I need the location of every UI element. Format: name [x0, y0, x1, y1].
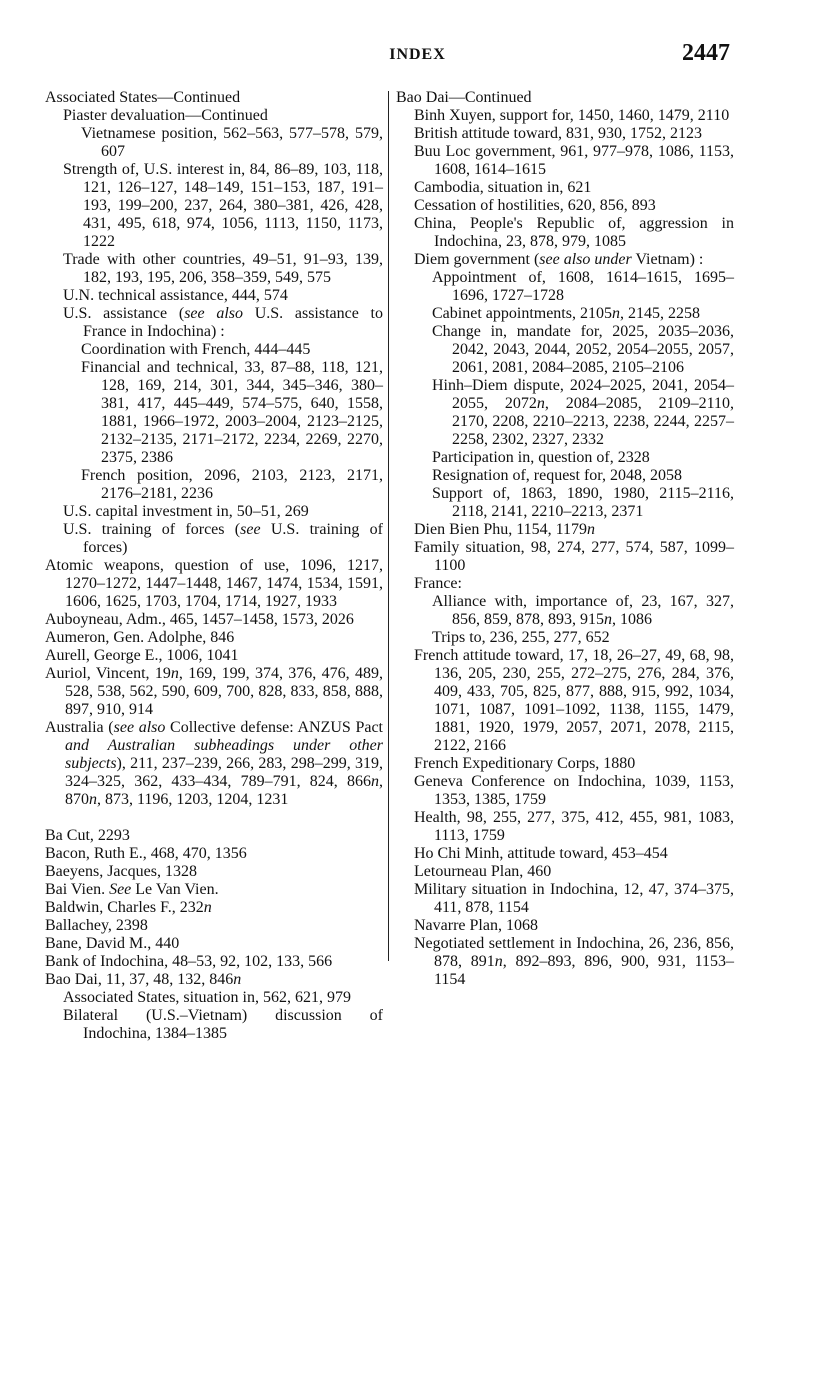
index-subentry: U.S. training of forces (see U.S. training of forces)	[63, 521, 384, 556]
index-subentry: Diem government (see also under Vietnam) :	[414, 251, 704, 268]
index-subentry: France:	[414, 575, 462, 592]
index-subentry: Cambodia, situation in, 621	[414, 179, 592, 196]
index-subentry: Trade with other countries, 49–51, 91–93, 139, 182, 193, 195, 206, 358–359, 549, 575	[63, 251, 383, 286]
index-entry: Bank of Indochina, 48–53, 92, 102, 133, 566	[45, 953, 333, 970]
index-subentry: Change in, mandate for, 2025, 2035–2036, 2042, 2043, 2044, 2052, 2054–2055, 2057, 2061, 2081, 2084–2085, 2105–2106	[432, 323, 734, 376]
index-subentry: French attitude toward, 17, 18, 26–27, 49, 68, 98, 136, 205, 230, 255, 272–275, 276, 284, 376, 409, 433, 705, 825, 877, 888, 915, 992, 1034, 1071, 1087, 1091–1092, 1138, 1155, 1479, 1881, 1920, 1979, 2057, 2071, 2078, 2115, 2122, 2166	[414, 647, 734, 754]
index-subentry: Alliance with, importance of, 23, 167, 327, 856, 859, 878, 893, 915n, 1086	[432, 593, 734, 628]
index-subentry: Binh Xuyen, support for, 1450, 1460, 1479, 2110	[414, 107, 730, 124]
index-entry: Aumeron, Gen. Adolphe, 846	[45, 629, 235, 646]
index-subentry: Family situation, 98, 274, 277, 574, 587, 1099–1100	[414, 539, 734, 574]
index-column-right	[396, 89, 734, 989]
page-number: 2447	[682, 40, 730, 66]
index-subentry: Financial and technical, 33, 87–88, 118, 121, 128, 169, 214, 301, 344, 345–346, 380–381, 417, 445–449, 574–575, 640, 1558, 1881, 1966–1972, 2003–2004, 2123–2125, 2132–2135, 2171–2172, 2234, 2269, 2270, 2375, 2386	[81, 359, 383, 466]
index-subentry: Coordination with French, 444–445	[81, 341, 311, 358]
index-subentry: China, People's Republic of, aggression in Indochina, 23, 878, 979, 1085	[414, 215, 734, 250]
index-entry: Auriol, Vincent, 19n, 169, 199, 374, 376, 476, 489, 528, 538, 562, 590, 609, 700, 828, 833, 858, 888, 897, 910, 914	[45, 665, 384, 718]
index-subentry: Negotiated settlement in Indochina, 26, 236, 856, 878, 891n, 892–893, 896, 900, 931, 1153–1154	[414, 935, 734, 988]
index-subentry: Associated States, situation in, 562, 621, 979	[63, 989, 351, 1006]
index-entry: Baldwin, Charles F., 232n	[45, 899, 212, 916]
page-header	[0, 40, 835, 80]
index-subentry: Resignation of, request for, 2048, 2058	[432, 467, 682, 484]
index-subentry: French Expeditionary Corps, 1880	[414, 755, 636, 772]
index-subentry: Support of, 1863, 1890, 1980, 2115–2116, 2118, 2141, 2210–2213, 2371	[432, 485, 734, 520]
index-subentry: British attitude toward, 831, 930, 1752, 2123	[414, 125, 702, 142]
index-subentry: Trips to, 236, 255, 277, 652	[432, 629, 610, 646]
index-entry: Bao Dai, 11, 37, 48, 132, 846n	[45, 971, 242, 988]
index-entry: Aurell, George E., 1006, 1041	[45, 647, 239, 664]
index-subentry: French position, 2096, 2103, 2123, 2171, 2176–2181, 2236	[81, 467, 383, 502]
index-subentry: Hinh–Diem dispute, 2024–2025, 2041, 2054–2055, 2072n, 2084–2085, 2109–2110, 2170, 2208, 2210–2213, 2238, 2244, 2257–2258, 2302, 2327, 2332	[432, 377, 735, 448]
index-entry: Ballachey, 2398	[45, 917, 148, 934]
index-entry: Bacon, Ruth E., 468, 470, 1356	[45, 845, 247, 862]
index-subentry: Bilateral (U.S.–Vietnam) discussion of Indochina, 1384–1385	[63, 1007, 383, 1042]
index-subentry: Health, 98, 255, 277, 375, 412, 455, 981, 1083, 1113, 1759	[414, 809, 734, 844]
index-subentry: Appointment of, 1608, 1614–1615, 1695–1696, 1727–1728	[432, 269, 734, 304]
index-entry: Bai Vien. See Le Van Vien.	[45, 881, 219, 898]
index-entry: Associated States—Continued	[45, 89, 241, 106]
index-subentry: Letourneau Plan, 460	[414, 863, 552, 880]
index-entry: Ba Cut, 2293	[45, 827, 130, 844]
index-subentry: Geneva Conference on Indochina, 1039, 1153, 1353, 1385, 1759	[414, 773, 734, 808]
index-subentry: U.N. technical assistance, 444, 574	[63, 287, 288, 304]
index-entry: Bao Dai—Continued	[396, 89, 532, 106]
index-subentry: Participation in, question of, 2328	[432, 449, 650, 466]
index-subentry: Navarre Plan, 1068	[414, 917, 538, 934]
index-entry: Bane, David M., 440	[45, 935, 180, 952]
index-entry: Auboyneau, Adm., 465, 1457–1458, 1573, 2026	[45, 611, 354, 628]
index-subentry: U.S. assistance (see also U.S. assistance to France in Indochina) :	[63, 305, 384, 340]
index-subentry: Strength of, U.S. interest in, 84, 86–89, 103, 118, 121, 126–127, 148–149, 151–153, 187, 191–193, 199–200, 237, 264, 380–381, 426, 428, 431, 495, 618, 974, 1056, 1113, 1150, 1173, 1222	[63, 161, 383, 250]
column-divider	[388, 91, 389, 961]
index-entry: Atomic weapons, question of use, 1096, 1217, 1270–1272, 1447–1448, 1467, 1474, 1534, 1591, 1606, 1625, 1703, 1704, 1714, 1927, 1933	[45, 557, 383, 610]
index-entry: Australia (see also Collective defense: ANZUS Pact and Australian subheadings under other subjects), 211, 237–239, 266, 283, 298–299, 319, 324–325, 362, 433–434, 789–791, 824, 866n, 870n, 873, 1196, 1203, 1204, 1231	[45, 719, 383, 808]
index-subentry: Piaster devaluation—Continued	[63, 107, 268, 124]
index-entry: Baeyens, Jacques, 1328	[45, 863, 197, 880]
index-subentry: Dien Bien Phu, 1154, 1179n	[414, 521, 596, 538]
index-subentry: Military situation in Indochina, 12, 47, 374–375, 411, 878, 1154	[414, 881, 734, 916]
index-column-left	[45, 89, 383, 1043]
index-subentry: U.S. capital investment in, 50–51, 269	[63, 503, 309, 520]
running-header-title: INDEX	[389, 46, 446, 63]
index-subentry: Vietnamese position, 562–563, 577–578, 579, 607	[81, 125, 383, 160]
index-subentry: Cabinet appointments, 2105n, 2145, 2258	[432, 305, 700, 322]
index-subentry: Buu Loc government, 961, 977–978, 1086, 1153, 1608, 1614–1615	[414, 143, 734, 178]
index-subentry: Ho Chi Minh, attitude toward, 453–454	[414, 845, 668, 862]
index-subentry: Cessation of hostilities, 620, 856, 893	[414, 197, 656, 214]
